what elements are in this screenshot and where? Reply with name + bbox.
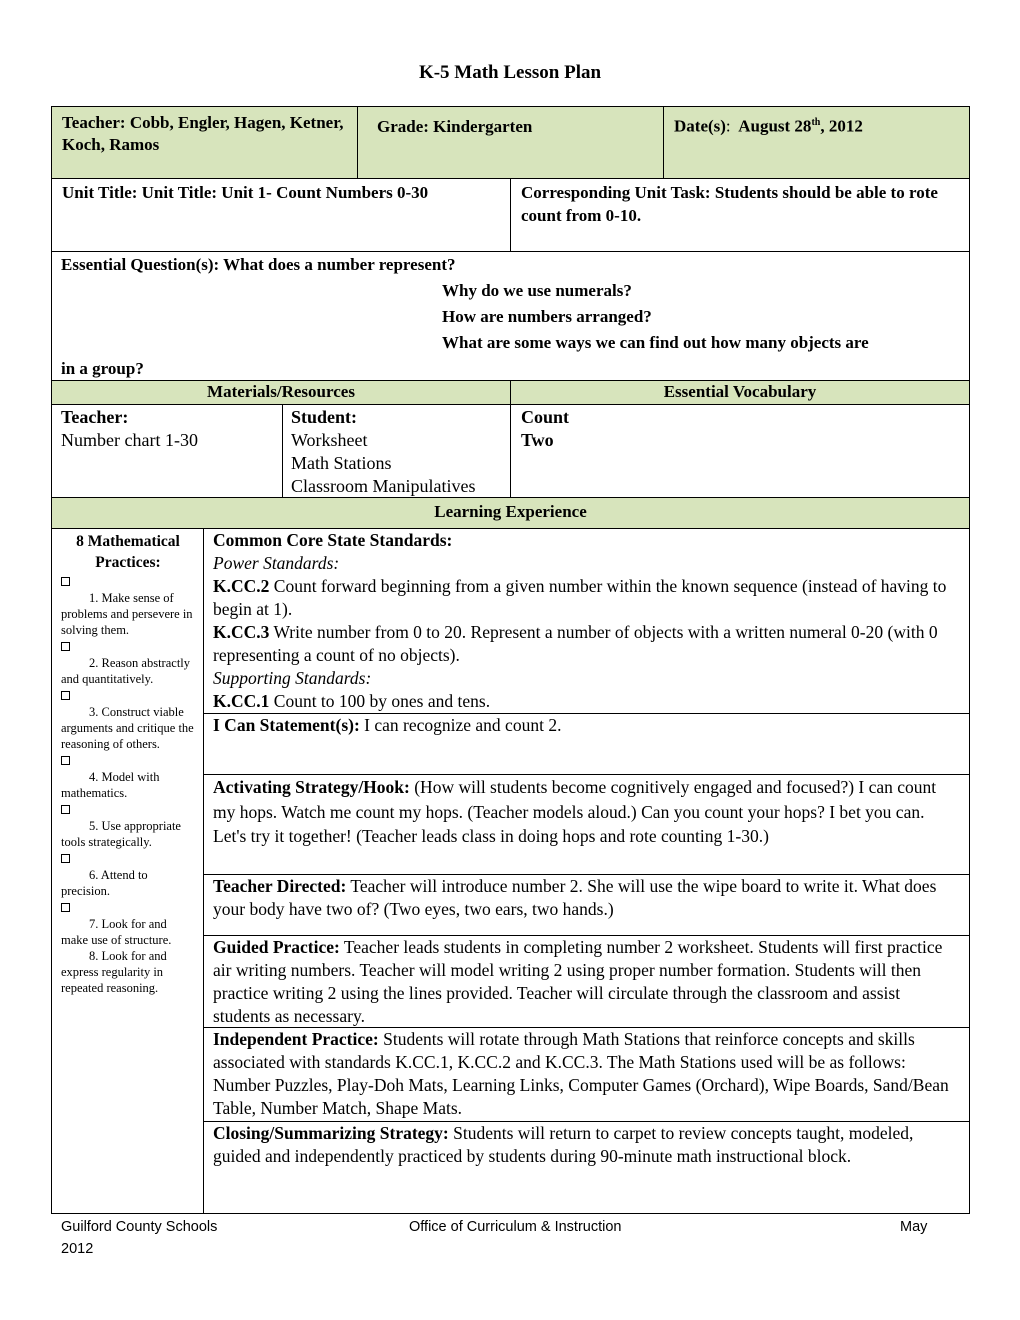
teacher-material-item: Number chart 1-30: [61, 430, 198, 450]
footer-left: Guilford County Schools: [61, 1219, 218, 1235]
practice-item-3: 3. Construct viable arguments and critique the reasoning of others.: [61, 705, 194, 751]
dates-sup: th: [811, 117, 821, 128]
checkbox-icon[interactable]: [61, 756, 70, 765]
dates-value: August 28: [738, 116, 812, 136]
standard-text: Count to 100 by ones and tens.: [269, 691, 491, 711]
footer-year: 2012: [61, 1241, 94, 1257]
i-can-cell: [203, 713, 970, 775]
activating-text: (How will students become cognitively engaged and focused?) I can count my hops. Watch me count my hops. (Teacher models aloud.) Can you count your hops? I bet you can. Let's try it together! (Teacher leads class in doing hops and rote counting 1-30.): [213, 777, 937, 846]
standards-heading: Common Core State Standards:: [213, 530, 453, 550]
dates-year: , 2012: [820, 116, 863, 136]
teacher-directed-text: Teacher will introduce number 2. She will use the wipe board to write it. What does your body have two of? (Two eyes, two ears, two hands.): [213, 876, 937, 919]
grade-text: Grade: Kindergarten: [377, 117, 533, 136]
standard-text: Write number from 0 to 20. Represent a number of objects with a written numeral 0-20 (with 0 representing a count of no objects).: [213, 622, 938, 665]
unit-title: Unit Title: Unit Title: Unit 1- Count Numbers 0-30: [62, 183, 429, 202]
student-material-item: Math Stations: [291, 453, 392, 473]
vocabulary-cell: [510, 404, 970, 498]
student-materials-cell: [282, 404, 511, 498]
i-can-label: I Can Statement(s):: [213, 715, 360, 735]
checkbox-icon[interactable]: [61, 691, 70, 700]
essential-question-4: What are some ways we can find out how many objects are: [442, 333, 869, 352]
checkbox-icon[interactable]: [61, 854, 70, 863]
standards-cell: [203, 528, 970, 714]
teacher-names: Teacher: Cobb, Engler, Hagen, Ketner, Koch, Ramos: [62, 113, 344, 154]
teacher-materials-cell: [51, 404, 283, 498]
practice-item-6: 6. Attend to precision.: [61, 868, 148, 898]
standard-text: Count forward beginning from a given number within the known sequence (instead of having to begin at 1).: [213, 576, 947, 619]
checkbox-icon[interactable]: [61, 577, 70, 586]
i-can-text: I can recognize and count 2.: [359, 715, 562, 735]
power-standards-label: Power Standards:: [213, 553, 340, 573]
activating-label: Activating Strategy/Hook:: [213, 777, 410, 797]
guided-practice-text: Teacher leads students in completing number 2 worksheet. Students will first practice air writing numbers. Teacher will model writing 2 using proper number formation. Students will then practice writing 2 using the lines provided. Teacher will circulate through the classroom and assist students as necessary.: [213, 937, 943, 1026]
checkbox-icon[interactable]: [61, 642, 70, 651]
closing-cell: [203, 1121, 970, 1214]
learning-experience-header: Learning Experience: [51, 497, 970, 529]
guided-practice-cell: [203, 935, 970, 1028]
teacher-directed-label: Teacher Directed:: [213, 876, 347, 896]
page-title: K-5 Math Lesson Plan: [418, 62, 602, 83]
closing-label: Closing/Summarizing Strategy:: [213, 1123, 449, 1143]
vocabulary-item: Count: [521, 407, 570, 427]
student-material-item: Worksheet: [291, 430, 368, 450]
practices-heading: 8 Mathematical Practices:: [76, 533, 180, 571]
standard-code: K.CC.3: [213, 622, 270, 642]
standard-code: K.CC.1: [213, 691, 270, 711]
essential-question-4-cont: in a group?: [61, 359, 144, 378]
standard-code: K.CC.2: [213, 576, 270, 596]
student-material-item: Classroom Manipulatives: [291, 476, 476, 496]
activating-cell: [203, 774, 970, 875]
practice-item-5: 5. Use appropriate tools strategically.: [61, 819, 181, 849]
guided-practice-label: Guided Practice:: [213, 937, 340, 957]
teacher-directed-cell: [203, 874, 970, 936]
checkbox-icon[interactable]: [61, 903, 70, 912]
independent-practice-label: Independent Practice:: [213, 1029, 379, 1049]
closing-text: Students will return to carpet to review concepts taught, modeled, guided and independently practiced by students during 90-minute math instructional block.: [213, 1123, 914, 1166]
footer-right: May: [900, 1219, 928, 1235]
essential-question-3: How are numbers arranged?: [442, 307, 652, 326]
teacher-cell: [51, 106, 358, 179]
independent-practice-cell: [203, 1027, 970, 1122]
materials-header: Materials/Resources: [51, 380, 511, 405]
vocabulary-header: Essential Vocabulary: [510, 380, 970, 405]
unit-task-cell: [510, 178, 970, 252]
checkbox-icon[interactable]: [61, 805, 70, 814]
essential-question-1: Essential Question(s): What does a number represent?: [61, 255, 456, 274]
practice-item-8: 8. Look for and express regularity in repeated reasoning.: [61, 949, 167, 995]
dates-text: [664, 107, 969, 143]
vocabulary-item: Two: [521, 430, 554, 450]
practice-item-1: 1. Make sense of problems and persevere in solving them.: [61, 591, 193, 637]
teacher-materials-label: Teacher:: [61, 407, 129, 427]
dates-cell: [663, 106, 970, 179]
unit-task: Corresponding Unit Task: Students should be able to rote count from 0-10.: [521, 183, 938, 225]
dates-label: Date(s): [674, 116, 726, 136]
supporting-standards-label: Supporting Standards:: [213, 668, 372, 688]
practice-item-4: 4. Model with mathematics.: [61, 770, 160, 800]
practice-item-7: 7. Look for and make use of structure.: [61, 917, 172, 947]
student-materials-label: Student:: [291, 407, 358, 427]
independent-practice-text: Students will rotate through Math Stations that reinforce concepts and skills associated with standards K.CC.1, K.CC.2 and K.CC.3. The Math Stations used will be as follows: Number Puzzles, Play-Doh Mats, Learning Links, Computer Games (Orchard), Wipe Boards, Sand/Bean Table, Number Match, Shape Mats.: [213, 1029, 949, 1118]
grade-cell: [357, 106, 664, 179]
footer-center: Office of Curriculum & Instruction: [409, 1219, 622, 1235]
unit-title-cell: [51, 178, 511, 252]
dates-colon: :: [725, 116, 731, 136]
practice-item-2: 2. Reason abstractly and quantitatively.: [61, 656, 191, 686]
essential-question-2: Why do we use numerals?: [442, 281, 632, 300]
practices-column: [51, 528, 204, 1214]
